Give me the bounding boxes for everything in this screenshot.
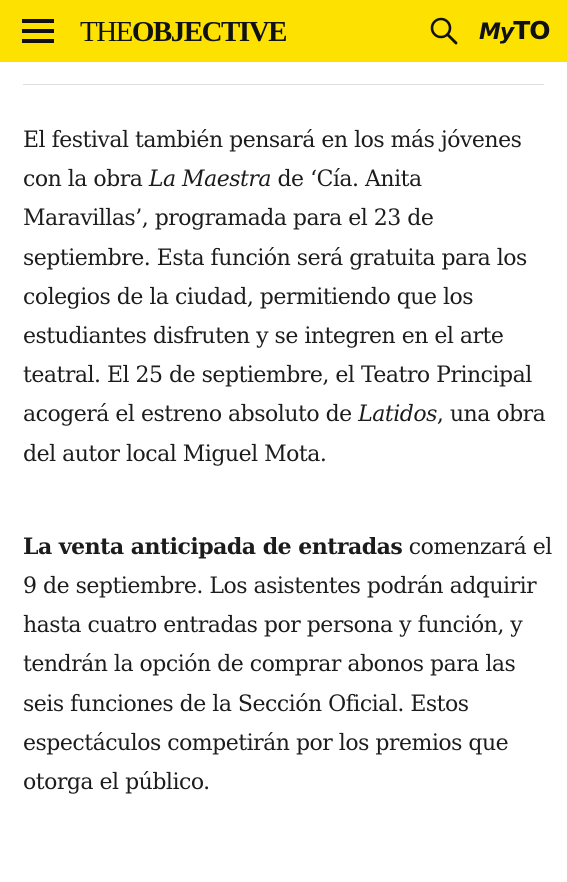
site-logo[interactable] <box>80 14 286 48</box>
p1-text-3: , una obra del autor local Miguel Mota. <box>23 402 546 467</box>
menu-bar-line <box>22 39 54 43</box>
article-paragraph-1 <box>23 121 553 474</box>
play-title-latidos: Latidos <box>358 402 437 428</box>
myto-my-label: My <box>479 20 514 45</box>
top-navigation-bar <box>0 0 567 62</box>
article-paragraph-2 <box>23 528 553 802</box>
search-icon[interactable] <box>429 16 459 46</box>
myto-to-label: TO <box>513 16 550 45</box>
p2-text-1: comenzará el 9 de septiembre. Los asistentes podrán adquirir hasta cuatro entradas por persona y función, y tendrán la opción de comprar abonos para las seis funciones de la Sección Oficial. Estos espectáculos competirán por los premios que otorga el público. <box>23 534 552 796</box>
my-to-button[interactable] <box>479 14 550 48</box>
search-icon-graphic <box>429 16 459 46</box>
hamburger-menu-icon[interactable] <box>22 19 54 43</box>
menu-bar-line <box>22 29 54 33</box>
p1-text-1: El festival también pensará en los más jóvenes con la obra <box>23 128 522 193</box>
play-title-la-maestra: La Maestra <box>148 167 271 193</box>
logo-objective: OBJECTIVE <box>131 16 286 48</box>
p1-text-2: de ‘Cía. Anita Maravillas’, programada para el 23 de septiembre. Esta función será gratuita para los colegios de la ciudad, permitiendo que los estudiantes disfruten y se integren en el arte teatral. El 25 de septiembre, el Teatro Principal acogerá el estreno absoluto de <box>23 167 532 428</box>
p2-bold-lead: La venta anticipada de entradas <box>23 533 403 560</box>
section-divider <box>23 84 544 85</box>
logo-the: THE <box>80 16 132 48</box>
article-body <box>23 121 553 802</box>
menu-bar-line <box>22 19 54 23</box>
